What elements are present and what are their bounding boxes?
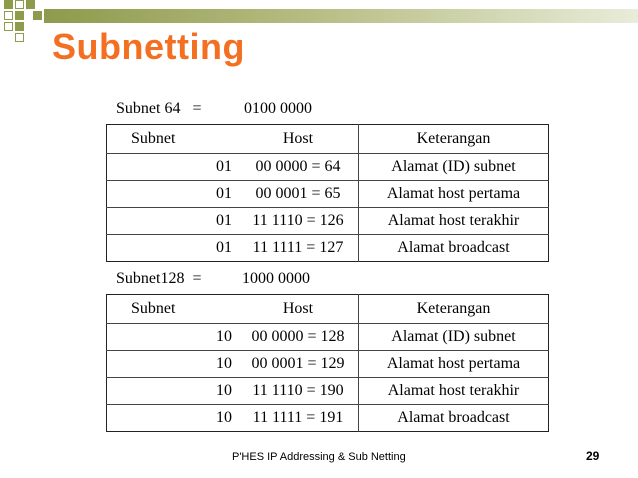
subnet-cell: 10 bbox=[107, 351, 239, 378]
subnet-cell: 10 bbox=[107, 378, 239, 405]
column-header: Subnet bbox=[107, 295, 239, 324]
subnet-cell: 01 bbox=[216, 239, 232, 256]
column-header: Host bbox=[238, 295, 359, 324]
square-icon bbox=[4, 22, 13, 31]
column-header: Keterangan bbox=[359, 125, 549, 154]
square-icon bbox=[4, 11, 13, 20]
subnet-cell: 01 bbox=[107, 154, 239, 181]
host-cell: 11 1111 = 191 bbox=[238, 405, 359, 432]
page-title: Subnetting bbox=[52, 26, 245, 67]
section-heading-label: Subnet 64 = bbox=[116, 100, 202, 117]
table-row bbox=[107, 378, 549, 405]
description-cell: Alamat (ID) subnet bbox=[359, 324, 549, 351]
subnet-cell: 01 bbox=[107, 181, 239, 208]
square-icon bbox=[15, 11, 24, 20]
subnet-cell: 10 bbox=[107, 324, 239, 351]
description-cell: Alamat broadcast bbox=[397, 409, 510, 426]
square-icon bbox=[26, 0, 35, 9]
description-cell: Alamat host pertama bbox=[359, 351, 549, 378]
subnet-table bbox=[106, 124, 549, 262]
column-header: Keterangan bbox=[359, 295, 549, 324]
table-row bbox=[107, 324, 549, 351]
host-cell: 00 0000 = 64 bbox=[238, 154, 359, 181]
table-row bbox=[107, 154, 549, 181]
section-heading-label: Subnet128 = bbox=[116, 270, 202, 287]
square-icon bbox=[33, 11, 42, 20]
description-cell: Alamat host pertama bbox=[359, 181, 549, 208]
subnet-table bbox=[106, 294, 549, 432]
table-row bbox=[107, 208, 549, 235]
header-bar bbox=[44, 9, 638, 23]
description-cell: Alamat broadcast bbox=[397, 239, 510, 256]
section-heading-value: 0100 0000 bbox=[244, 100, 312, 117]
description-cell: Alamat host terakhir bbox=[359, 378, 549, 405]
square-icon bbox=[15, 33, 24, 42]
table-row bbox=[107, 181, 549, 208]
description-cell: Alamat host terakhir bbox=[359, 208, 549, 235]
host-cell: 11 1110 = 190 bbox=[238, 378, 359, 405]
column-header: Subnet bbox=[107, 125, 239, 154]
square-icon bbox=[15, 0, 24, 9]
square-icon bbox=[15, 22, 24, 31]
subnet-cell: 10 bbox=[216, 409, 232, 426]
table-header-row bbox=[107, 125, 549, 154]
host-cell: 11 1110 = 126 bbox=[238, 208, 359, 235]
footer-text: P'HES IP Addressing & Sub Netting bbox=[232, 451, 406, 463]
section-heading-value: 1000 0000 bbox=[242, 270, 310, 287]
table-row bbox=[107, 351, 549, 378]
table-row bbox=[107, 405, 549, 432]
host-cell: 00 0001 = 65 bbox=[238, 181, 359, 208]
table-row bbox=[107, 235, 549, 262]
host-cell: 00 0000 = 128 bbox=[238, 324, 359, 351]
page-number: 29 bbox=[586, 449, 600, 463]
description-cell: Alamat (ID) subnet bbox=[359, 154, 549, 181]
host-cell: 11 1111 = 127 bbox=[238, 235, 359, 262]
column-header: Host bbox=[238, 125, 359, 154]
subnet-cell: 01 bbox=[107, 208, 239, 235]
table-header-row bbox=[107, 295, 549, 324]
host-cell: 00 0001 = 129 bbox=[238, 351, 359, 378]
square-icon bbox=[4, 0, 13, 9]
